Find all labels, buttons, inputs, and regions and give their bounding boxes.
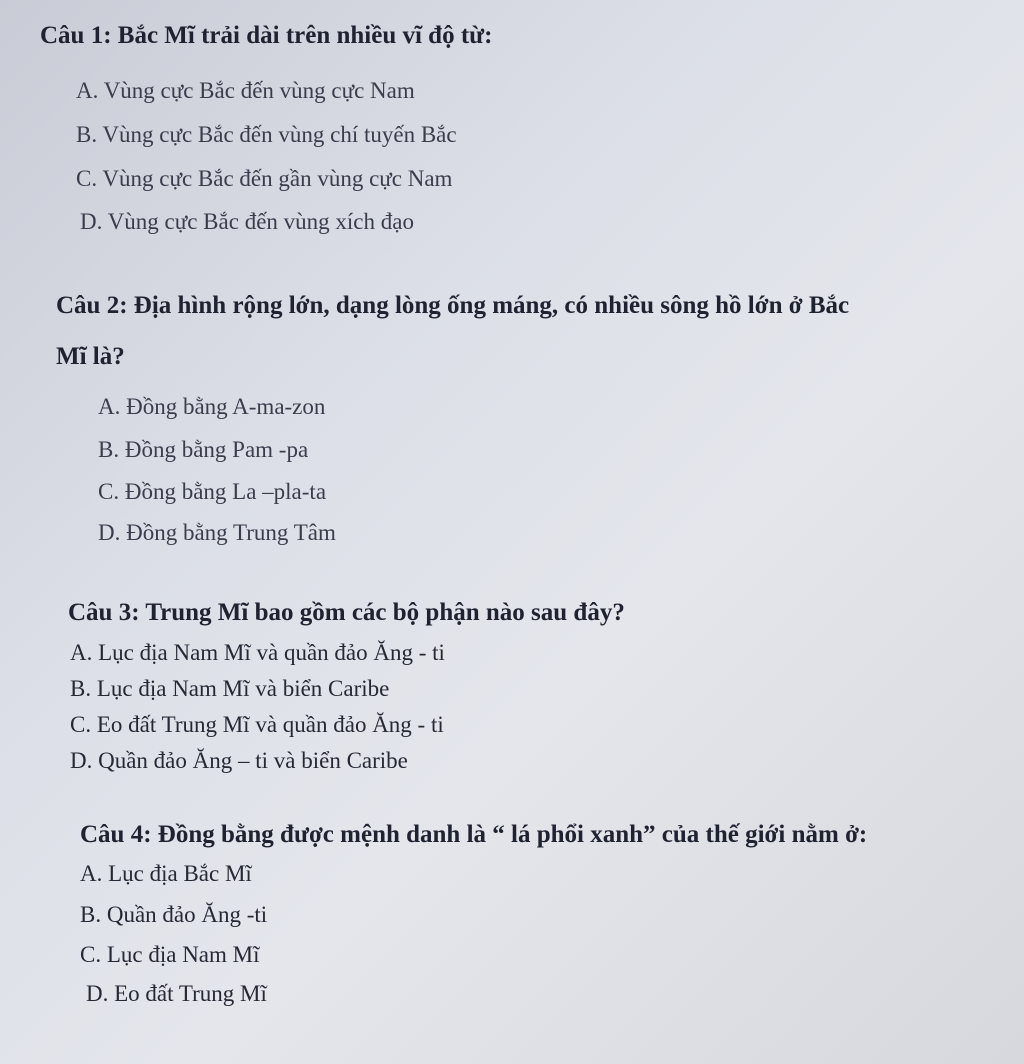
question-4-option-d: D. Eo đất Trung Mĩ xyxy=(86,981,267,1006)
question-3-option-a: A. Lục địa Nam Mĩ và quần đảo Ăng - ti xyxy=(70,640,445,665)
question-3-option-d: D. Quần đảo Ăng – ti và biển Caribe xyxy=(70,748,408,773)
question-2-option-b: B. Đồng bằng Pam -pa xyxy=(98,437,309,462)
question-1-option-d: D. Vùng cực Bắc đến vùng xích đạo xyxy=(80,209,414,234)
question-3-title: Câu 3: Trung Mĩ bao gồm các bộ phận nào sau đây? xyxy=(68,599,625,626)
question-1-option-a: A. Vùng cực Bắc đến vùng cực Nam xyxy=(76,78,415,103)
question-4-option-c: C. Lục địa Nam Mĩ xyxy=(80,942,260,967)
question-2-title: Câu 2: Địa hình rộng lớn, dạng lòng ống máng, có nhiều sông hồ lớn ở Bắc xyxy=(56,292,850,319)
question-4-option-a: A. Lục địa Bắc Mĩ xyxy=(80,861,252,886)
question-1-option-b: B. Vùng cực Bắc đến vùng chí tuyến Bắc xyxy=(76,122,457,147)
question-1-title: Câu 1: Bắc Mĩ trải dài trên nhiều vĩ độ từ: xyxy=(40,22,493,49)
question-3-option-b: B. Lục địa Nam Mĩ và biển Caribe xyxy=(70,676,390,701)
question-3-option-c: C. Eo đất Trung Mĩ và quần đảo Ăng - ti xyxy=(70,712,444,737)
question-2-option-a: A. Đồng bằng A-ma-zon xyxy=(98,394,326,419)
question-1-option-c: C. Vùng cực Bắc đến gần vùng cực Nam xyxy=(76,166,453,191)
question-2-option-d: D. Đồng bằng Trung Tâm xyxy=(98,520,336,545)
question-2-option-c: C. Đồng bằng La –pla-ta xyxy=(98,479,327,504)
question-4-option-b: B. Quần đảo Ăng -ti xyxy=(80,902,268,927)
question-4-title: Câu 4: Đồng bằng được mệnh danh là “ lá phổi xanh” của thế giới nằm ở: xyxy=(80,821,868,848)
question-2-title-continued: Mĩ là? xyxy=(56,343,125,370)
